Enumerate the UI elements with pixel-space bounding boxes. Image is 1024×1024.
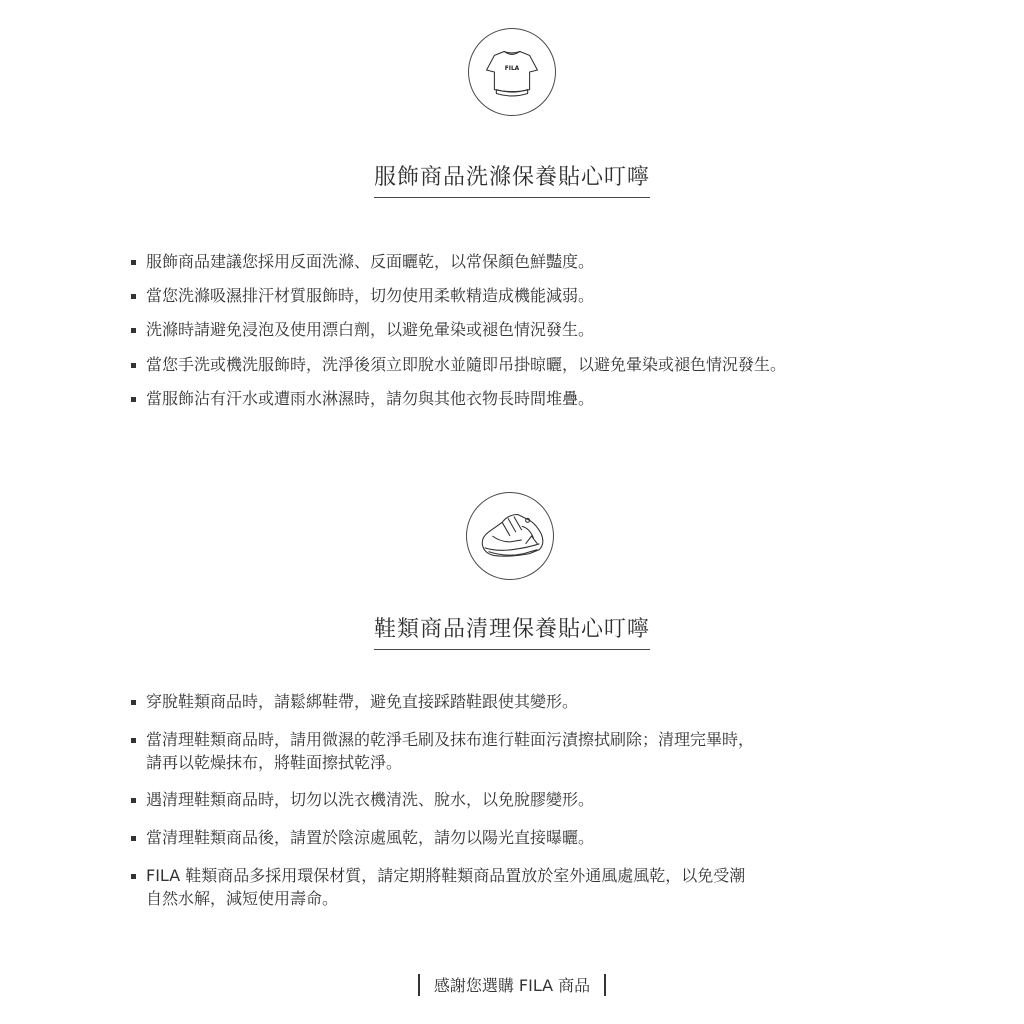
list-item: FILA 鞋類商品多採用環保材質，請定期將鞋類商品置放於室外通風處風乾，以免受潮 自然水解，減短使用壽命。 (128, 864, 754, 910)
shoes-care-title (0, 612, 1024, 650)
list-item: 當清理鞋類商品後，請置於陰涼處風乾，請勿以陽光直接曝曬。 (128, 826, 754, 850)
apparel-care-list (128, 250, 786, 411)
list-item: 當清理鞋類商品時，請用微濕的乾淨毛刷及抹布進行鞋面污漬擦拭刷除；清理完畢時， 請再以乾燥抹布，將鞋面擦拭乾淨。 (128, 728, 754, 774)
list-item: 服飾商品建議您採用反面洗滌、反面曬乾，以常保顏色鮮豔度。 (128, 250, 786, 274)
list-item: 當您洗滌吸濕排汗材質服飾時，切勿使用柔軟精造成機能減弱。 (128, 284, 786, 308)
divider (604, 974, 606, 996)
shoes-care-title-text: 鞋類商品清理保養貼心叮嚀 (374, 612, 650, 650)
tshirt-icon (468, 28, 556, 116)
apparel-care-title-text: 服飾商品洗滌保養貼心叮嚀 (374, 160, 650, 198)
thank-you-text: 感謝您選購 FILA 商品 (433, 976, 591, 995)
list-item: 穿脫鞋類商品時，請鬆綁鞋帶，避免直接踩踏鞋跟使其變形。 (128, 690, 754, 714)
list-item: 遇清理鞋類商品時，切勿以洗衣機清洗、脫水，以免脫膠變形。 (128, 788, 754, 812)
sneaker-icon (466, 492, 554, 580)
apparel-care-title (0, 160, 1024, 198)
fila-logo: FILA (504, 66, 520, 73)
thank-you-footer (0, 973, 1024, 996)
shoes-care-list (128, 690, 754, 910)
list-item: 當服飾沾有汗水或遭雨水淋濕時，請勿與其他衣物長時間堆疊。 (128, 387, 786, 411)
list-item: 當您手洗或機洗服飾時，洗淨後須立即脫水並隨即吊掛晾曬，以避免暈染或褪色情況發生。 (128, 353, 786, 377)
list-item: 洗滌時請避免浸泡及使用漂白劑，以避免暈染或褪色情況發生。 (128, 318, 786, 342)
